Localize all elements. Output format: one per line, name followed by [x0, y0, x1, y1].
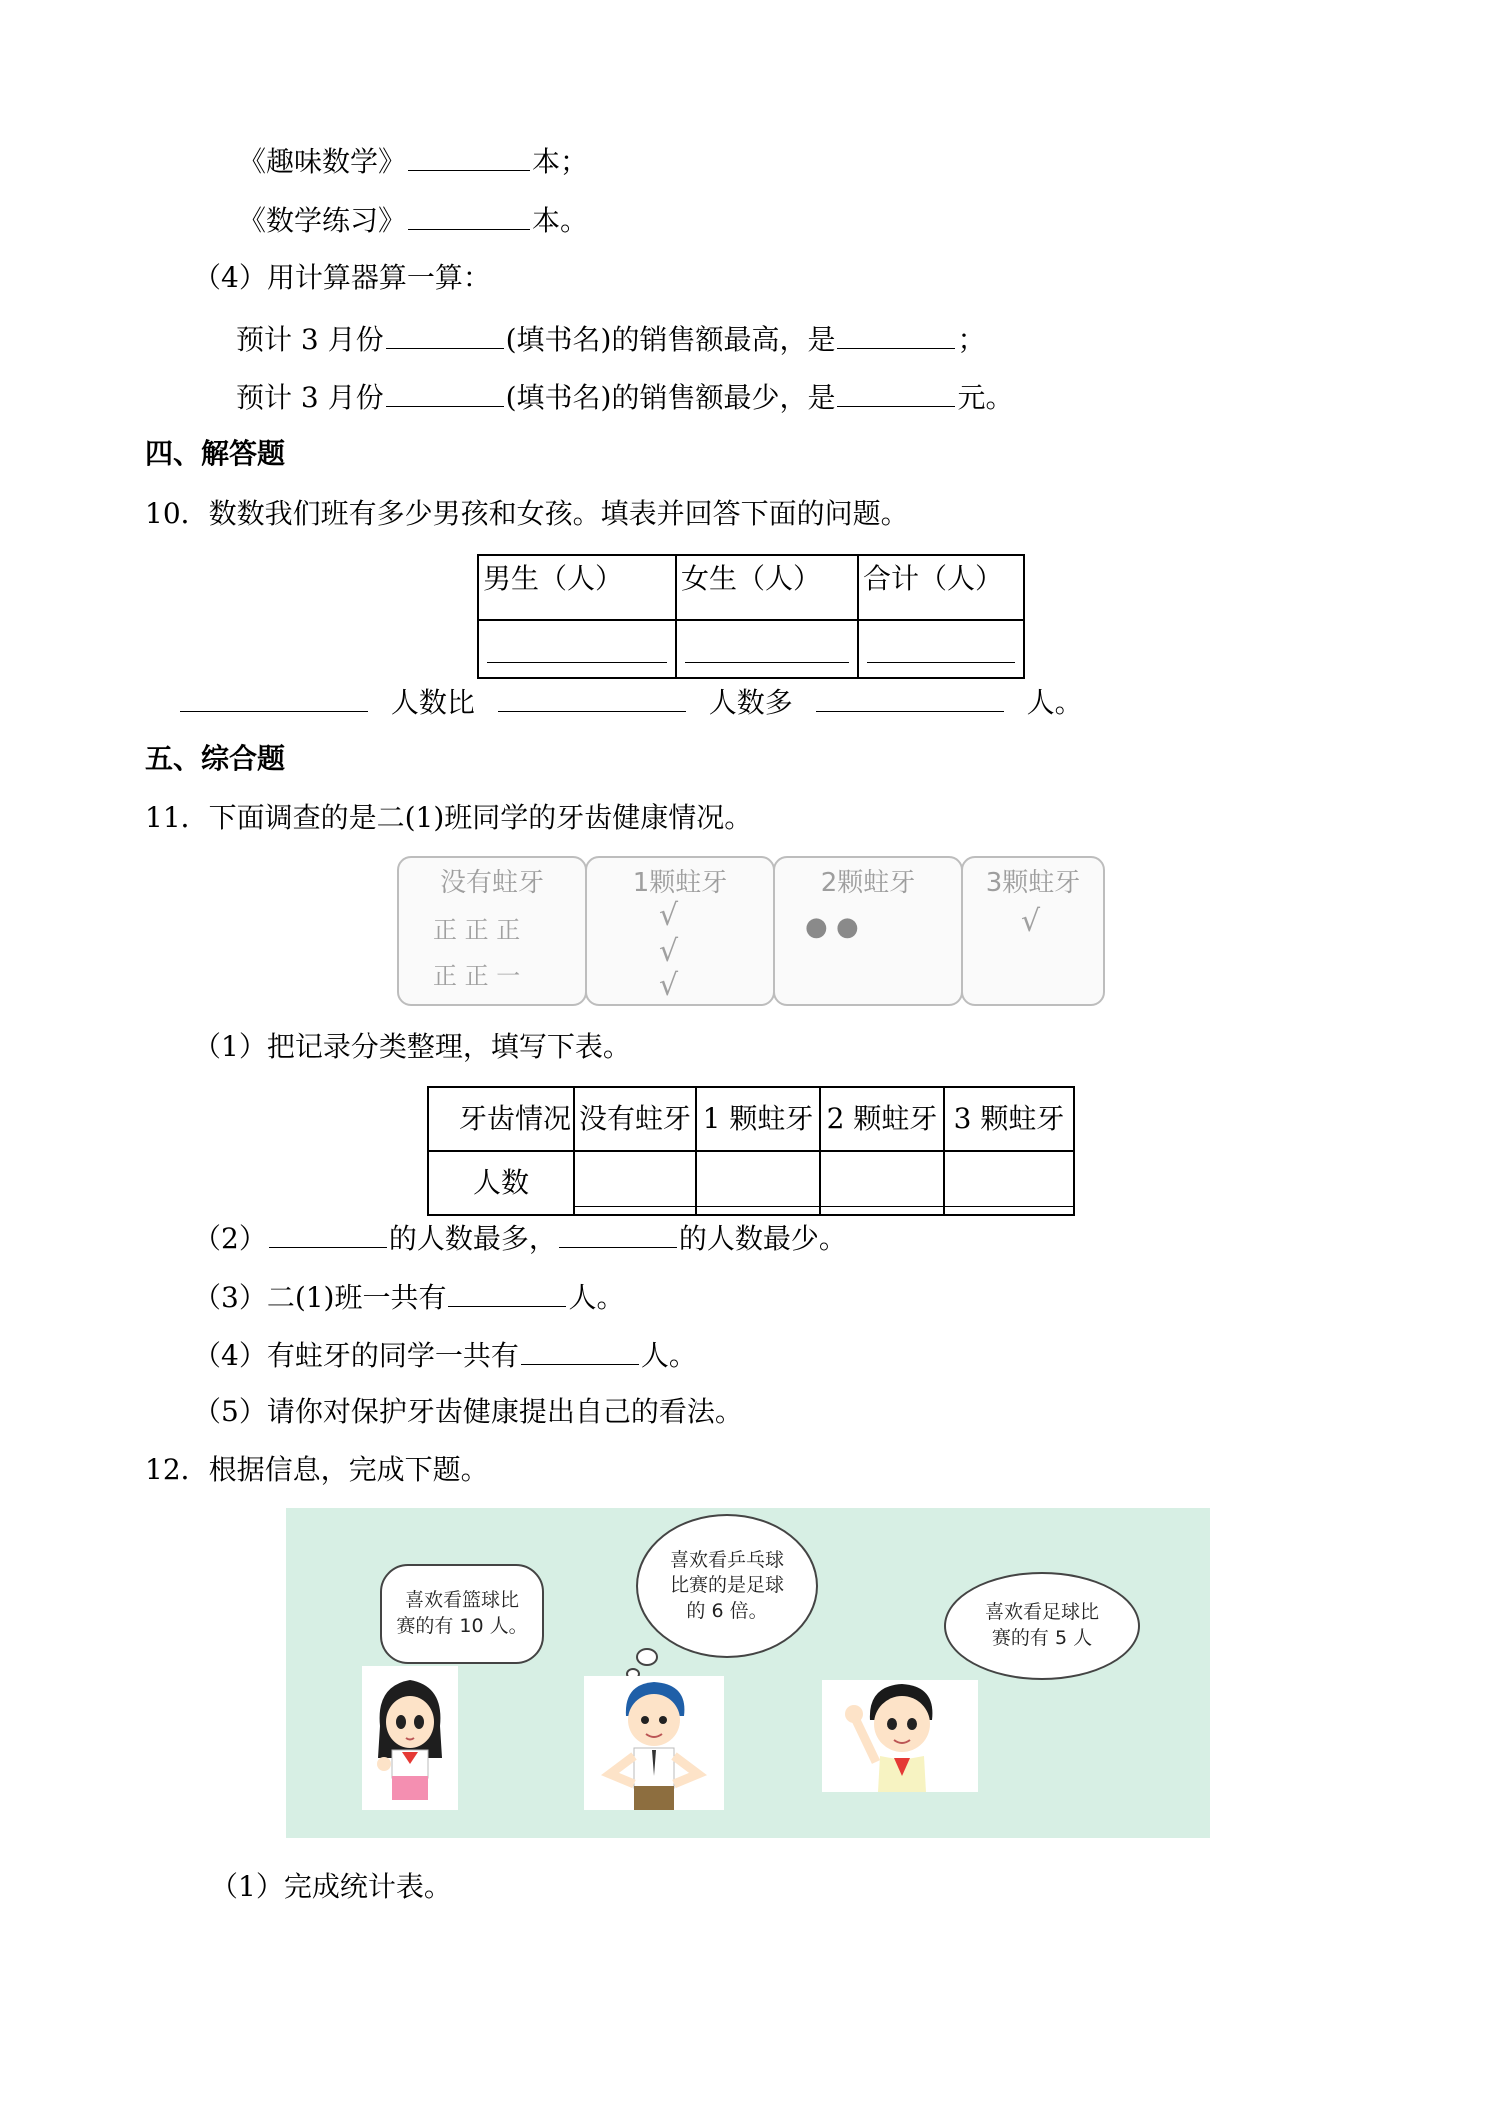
answer-blank[interactable] [498, 683, 686, 712]
answer-blank[interactable] [837, 320, 955, 349]
q11-header: 没有蛀牙 [574, 1087, 696, 1151]
q4-text: 预计 3 月份 [236, 323, 384, 356]
book-title-2: 《数学练习》 [238, 204, 407, 237]
q10-header-total: 合计（人） [858, 555, 1024, 620]
q10-header-girls: 女生（人） [676, 555, 858, 620]
dot-marks: ● ● [805, 912, 859, 942]
card-title: 2颗蛀牙 [820, 868, 916, 898]
check-mark: √ [659, 898, 679, 933]
q11-text: 人。 [568, 1281, 625, 1314]
tooth-survey-image [397, 856, 1103, 1006]
q10-text: 人数多 [708, 686, 793, 719]
answer-blank[interactable] [821, 1180, 943, 1207]
girl-illustration [362, 1666, 458, 1810]
bubble-text: 喜欢看乒乓球 [669, 1548, 784, 1571]
q12-stem: 12．根据信息，完成下题。 [145, 1453, 489, 1486]
book-title-1: 《趣味数学》 [238, 145, 407, 178]
book-line-2 [238, 201, 588, 238]
speech-bubble-football [944, 1572, 1140, 1680]
book-line-1 [238, 142, 588, 179]
q11-text: 人。 [640, 1339, 697, 1372]
q11-sub2 [193, 1219, 847, 1256]
check-mark: √ [1021, 904, 1041, 939]
q11-sub3 [193, 1278, 625, 1315]
answer-blank[interactable] [521, 1336, 639, 1365]
q11-stem: 11．下面调查的是二(1)班同学的牙齿健康情况。 [145, 801, 753, 834]
check-mark: √ [659, 934, 679, 969]
card-title: 1颗蛀牙 [632, 868, 728, 898]
q10-cell-girls[interactable] [676, 620, 858, 678]
answer-blank[interactable] [269, 1219, 387, 1248]
q11-sub1: （1）把记录分类整理，填写下表。 [193, 1030, 631, 1063]
answer-blank[interactable] [697, 1180, 819, 1207]
q4-text: 元。 [957, 381, 1014, 414]
q4-text: (填书名)的销售额最少，是 [505, 381, 836, 414]
card-no-cavity [397, 856, 587, 1006]
q4-text: ； [957, 323, 986, 356]
answer-blank[interactable] [408, 201, 530, 230]
q11-sub4 [193, 1336, 697, 1373]
q11-cell[interactable] [696, 1151, 820, 1215]
speech-bubble-basketball [380, 1564, 544, 1664]
answer-blank[interactable] [837, 378, 955, 407]
bubble-text: 喜欢看足球比 [984, 1601, 1099, 1624]
answer-blank[interactable] [867, 636, 1015, 663]
q11-cell[interactable] [820, 1151, 944, 1215]
q11-header: 2 颗蛀牙 [820, 1087, 944, 1151]
sports-survey-image [286, 1508, 1210, 1838]
tally-mark: 正 正 正 [433, 916, 521, 944]
q4-label: （4）用计算器算一算： [193, 261, 491, 294]
answer-blank[interactable] [448, 1278, 566, 1307]
answer-blank[interactable] [180, 683, 368, 712]
bubble-text: 赛的有 10 人。 [396, 1615, 528, 1637]
q11-text: （3）二(1)班一共有 [193, 1281, 447, 1314]
q4-text: 预计 3 月份 [236, 381, 384, 414]
thought-dot [636, 1648, 658, 1666]
q11-table [427, 1086, 1075, 1216]
bubble-text: 喜欢看篮球比 [404, 1589, 519, 1612]
unit-text: 本。 [532, 204, 589, 237]
speech-bubble-table-tennis [636, 1514, 818, 1658]
card-2-cavity [773, 856, 963, 1006]
answer-blank[interactable] [575, 1180, 695, 1207]
check-mark: √ [659, 968, 679, 1003]
q4-line-1 [236, 320, 986, 357]
q11-header: 牙齿情况 [428, 1087, 574, 1151]
q11-header: 1 颗蛀牙 [696, 1087, 820, 1151]
q10-cell-boys[interactable] [478, 620, 676, 678]
q11-row-label: 人数 [428, 1151, 574, 1215]
q11-text: （2） [193, 1222, 267, 1255]
q10-cell-total[interactable] [858, 620, 1024, 678]
answer-blank[interactable] [408, 142, 530, 171]
tally-mark: 正 正 一 [433, 962, 521, 990]
q10-answer-line [178, 683, 1083, 720]
section-heading-5: 五、综合题 [145, 742, 286, 775]
card-title: 没有蛀牙 [439, 868, 544, 898]
bubble-text: 比赛的是足球 [669, 1574, 784, 1597]
q11-cell[interactable] [574, 1151, 696, 1215]
q11-text: 的人数最少。 [678, 1222, 847, 1255]
q10-text: 人。 [1026, 686, 1083, 719]
boy-illustration [584, 1676, 724, 1810]
q11-header: 3 颗蛀牙 [944, 1087, 1074, 1151]
q10-text: 人数比 [390, 686, 475, 719]
card-1-cavity [585, 856, 775, 1006]
q4-text: (填书名)的销售额最高，是 [505, 323, 836, 356]
section-heading-4: 四、解答题 [145, 437, 286, 470]
bubble-text: 赛的有 5 人 [991, 1627, 1093, 1649]
answer-blank[interactable] [945, 1180, 1073, 1207]
unit-text: 本； [532, 145, 589, 178]
card-title: 3颗蛀牙 [985, 868, 1081, 898]
answer-blank[interactable] [559, 1219, 677, 1248]
waving-boy-illustration [822, 1680, 978, 1792]
q11-sub5: （5）请你对保护牙齿健康提出自己的看法。 [193, 1395, 743, 1428]
q10-header-boys: 男生（人） [478, 555, 676, 620]
q10-stem: 10．数数我们班有多少男孩和女孩。填表并回答下面的问题。 [145, 497, 909, 530]
bubble-text: 的 6 倍。 [686, 1599, 768, 1622]
q11-text: （4）有蛀牙的同学一共有 [193, 1339, 519, 1372]
answer-blank[interactable] [685, 636, 849, 663]
q11-cell[interactable] [944, 1151, 1074, 1215]
answer-blank[interactable] [816, 683, 1004, 712]
answer-blank[interactable] [386, 320, 504, 349]
q10-table [477, 554, 1025, 679]
q11-text: 的人数最多， [388, 1222, 557, 1255]
answer-blank[interactable] [386, 378, 504, 407]
q4-line-2 [236, 378, 1014, 415]
q12-sub1: （1）完成统计表。 [210, 1870, 452, 1903]
card-3-cavity [961, 856, 1105, 1006]
answer-blank[interactable] [487, 636, 667, 663]
